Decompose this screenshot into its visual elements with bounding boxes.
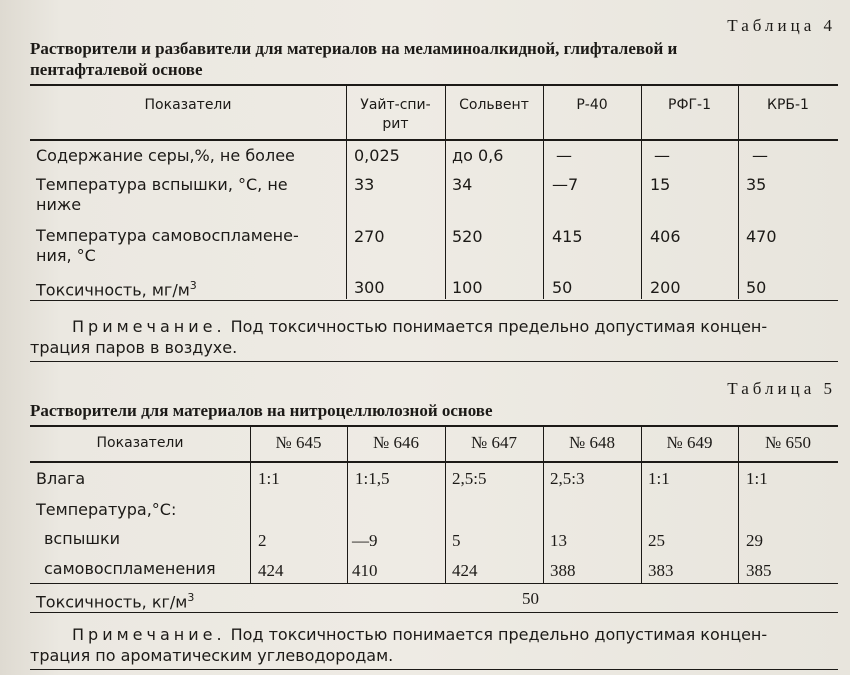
table5-row-sublabel: вспышки [44,529,121,548]
table4-row-label: Температура самовоспламене- [36,226,299,245]
table5-note-line2: трация по ароматическим углеводородам. [30,646,394,665]
table5-row-sublabel: самовоспламенения [44,559,216,578]
table5-header-650: № 650 [765,433,811,452]
table4-cell: 50 [552,278,573,297]
table5-cell: —9 [352,531,378,550]
table5-cell: 2,5:5 [452,469,487,488]
table4-cell: 470 [746,227,777,246]
table4-note-label: Примечание. [72,317,226,336]
table5-cell: 1:1,5 [355,469,390,488]
table4-cell: 35 [746,175,767,194]
table4-toxicity-label: Токсичность, мг/м [36,280,190,300]
table4-header-r40: Р-40 [576,97,608,113]
table5-header-649: № 649 [666,433,713,452]
table5-cell: 424 [258,561,284,580]
table5-toxicity-label: Токсичность, кг/м [36,592,188,612]
table4-note-line2: трация паров в воздухе. [30,338,238,357]
table5-row-label [36,588,194,612]
table4-cell: — [654,146,670,165]
table4-row-label-cont: ния, °С [36,246,96,265]
table5-cell: 2,5:3 [550,469,585,488]
table5-header-indicator: Показатели [96,435,184,451]
table4-col-divider [543,85,544,299]
table5-cell: 383 [648,561,674,580]
table5-row-label: Влага [36,469,86,488]
table5-header-rule [30,461,838,463]
table4-toxicity-sup: 3 [189,279,197,292]
table4-cell: 34 [452,175,473,194]
table5-top-rule [30,425,838,427]
table5-cell: 29 [746,531,763,550]
table4-header-solvent: Сольвент [459,97,529,113]
table5-cell: 1:1 [746,469,768,488]
table5-cell: 388 [550,561,576,580]
table5-note-text: Под токсичностью понимается предельно допустимая концен- [225,625,768,644]
table4-cell: 200 [650,278,681,297]
table4-cell: 15 [650,175,671,194]
table5-header-645: № 645 [275,433,322,452]
table4-note-text: Под токсичностью понимается предельно допустимая концен- [225,317,768,336]
table4-cell: до 0,6 [452,146,504,165]
table4-row-label-cont: ниже [36,195,82,214]
table4-title-line1: Растворители и разбавители для материалов на меламиноалкидной, глифталевой и [30,39,678,58]
table5-cell: 25 [648,531,665,550]
table4-top-rule [30,84,838,86]
table5-cell: 385 [746,561,772,580]
table4-row-label [36,276,197,300]
table5-cell: 410 [352,561,378,580]
table5-header-646: № 646 [373,433,419,452]
table4-cell: — [752,146,768,165]
table4-cell: 33 [354,175,375,194]
table4-note [30,316,830,337]
table4-row-label: Содержание серы,%, не более [36,146,295,165]
table4-number: Таблица 4 [727,16,836,35]
table5-cell: 1:1 [648,469,670,488]
table4-title [30,38,677,80]
table4-cell: 50 [746,278,767,297]
table4-header-white-spirit [346,96,445,134]
table5-header-648: № 648 [569,433,615,452]
table4-end-rule [30,361,838,362]
table4-col-divider [445,85,446,299]
table4-col-divider [641,85,642,299]
table4-cell: 100 [452,278,483,297]
table4-cell: — [556,146,572,165]
table5-cell: 1:1 [258,469,280,488]
table4-cell: 270 [354,227,385,246]
table4-col-divider [738,85,739,299]
table5-row-rule [30,583,838,584]
table4-header-rule [30,139,838,141]
table5-title: Растворители для материалов на нитроцеллюлозной основе [30,401,493,420]
table5-cell: 2 [258,531,267,550]
table5-header-647: № 647 [471,433,517,452]
table5-cell: 13 [550,531,567,550]
table4-cell: 300 [354,278,385,297]
table5-note-label: Примечание. [72,625,226,644]
table4-header-white-spirit-line1: Уайт-спи- [360,97,431,113]
table4-cell: —7 [552,175,579,194]
table4-header-white-spirit-line2: рит [382,116,409,132]
table4-cell: 415 [552,227,583,246]
table4-cell: 406 [650,227,681,246]
table5-cell: 424 [452,561,478,580]
table4-header-rfg1: РФГ-1 [668,97,711,113]
table4-title-line2: пентафталевой основе [30,60,203,79]
table5-number: Таблица 5 [727,379,836,398]
table5-end-rule [30,669,838,670]
table5-row-label: Температура,°С: [36,500,177,519]
table4-header-indicator: Показатели [144,97,232,113]
table4-header-krb1: КРБ-1 [767,97,809,113]
table4-cell: 520 [452,227,483,246]
table5-toxicity-sup: 3 [187,591,195,604]
table5-cell: 5 [452,531,461,550]
table4-row-label: Температура вспышки, °С, не [36,175,288,194]
table4-cell: 0,025 [354,146,400,165]
table5-toxicity-value: 50 [522,589,539,608]
table5-note [30,624,830,645]
